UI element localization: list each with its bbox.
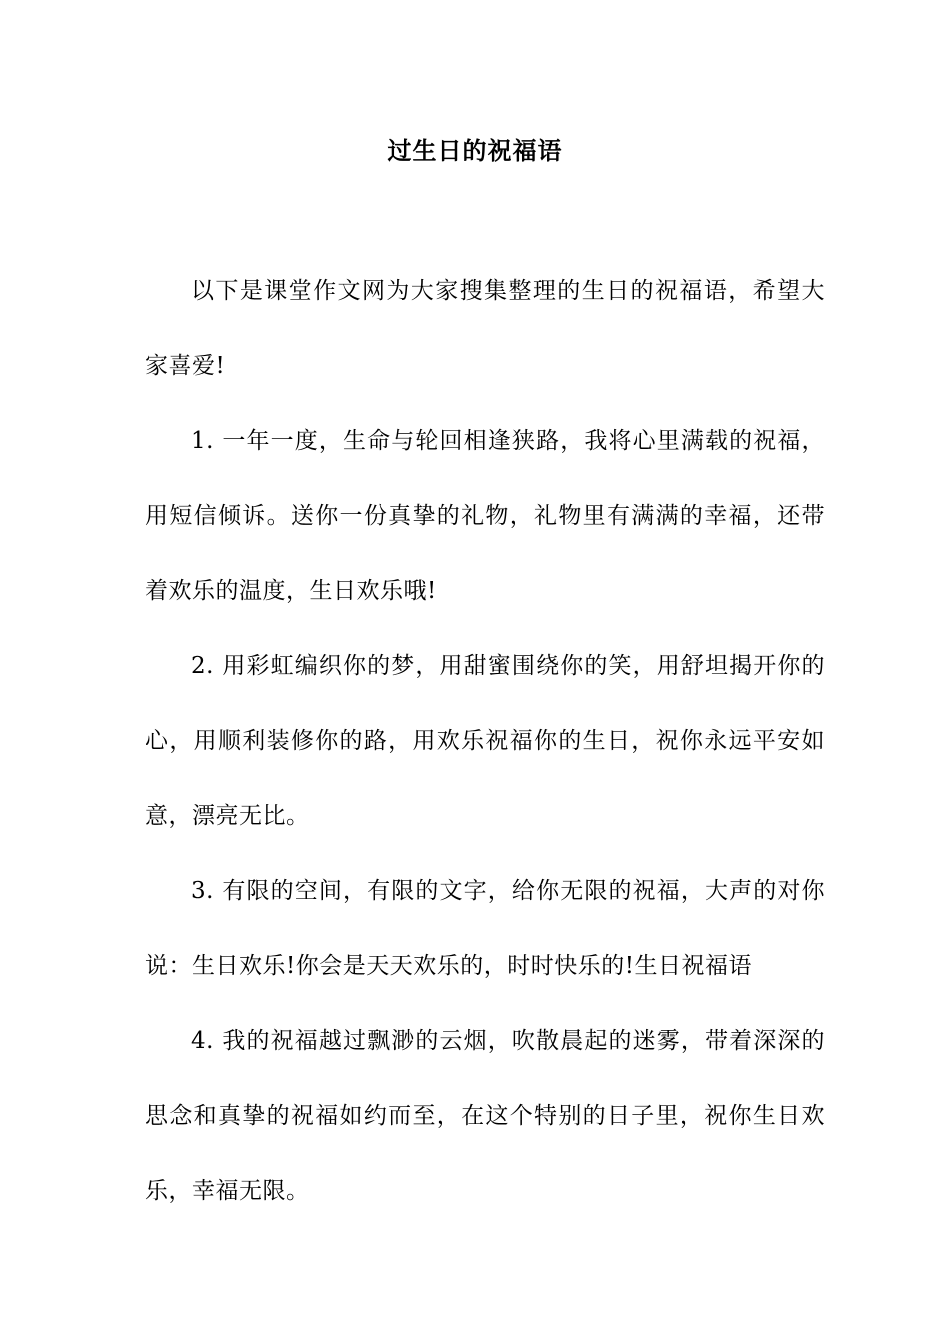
wish-paragraph-4: 4. 我的祝福越过飘渺的云烟，吹散晨起的迷雾，带着深深的思念和真挚的祝福如约而至，在这个特别的日子里，祝你生日欢乐，幸福无限。 [145, 1028, 825, 1204]
document-body [145, 254, 825, 1229]
document-title: 过生日的祝福语 [387, 136, 563, 165]
intro-paragraph: 以下是课堂作文网为大家搜集整理的生日的祝福语，希望大家喜爱! [145, 278, 825, 379]
wish-paragraph-1: 1. 一年一度，生命与轮回相逢狭路，我将心里满载的祝福，用短信倾诉。送你一份真挚的礼物，礼物里有满满的幸福，还带着欢乐的温度，生日欢乐哦! [145, 428, 825, 604]
wish-paragraph-3: 3. 有限的空间，有限的文字，给你无限的祝福，大声的对你说：生日欢乐!你会是天天欢乐的，时时快乐的!生日祝福语 [145, 878, 825, 979]
wish-paragraph-2: 2. 用彩虹编织你的梦，用甜蜜围绕你的笑，用舒坦揭开你的心，用顺利装修你的路，用欢乐祝福你的生日，祝你永远平安如意，漂亮无比。 [145, 653, 825, 829]
